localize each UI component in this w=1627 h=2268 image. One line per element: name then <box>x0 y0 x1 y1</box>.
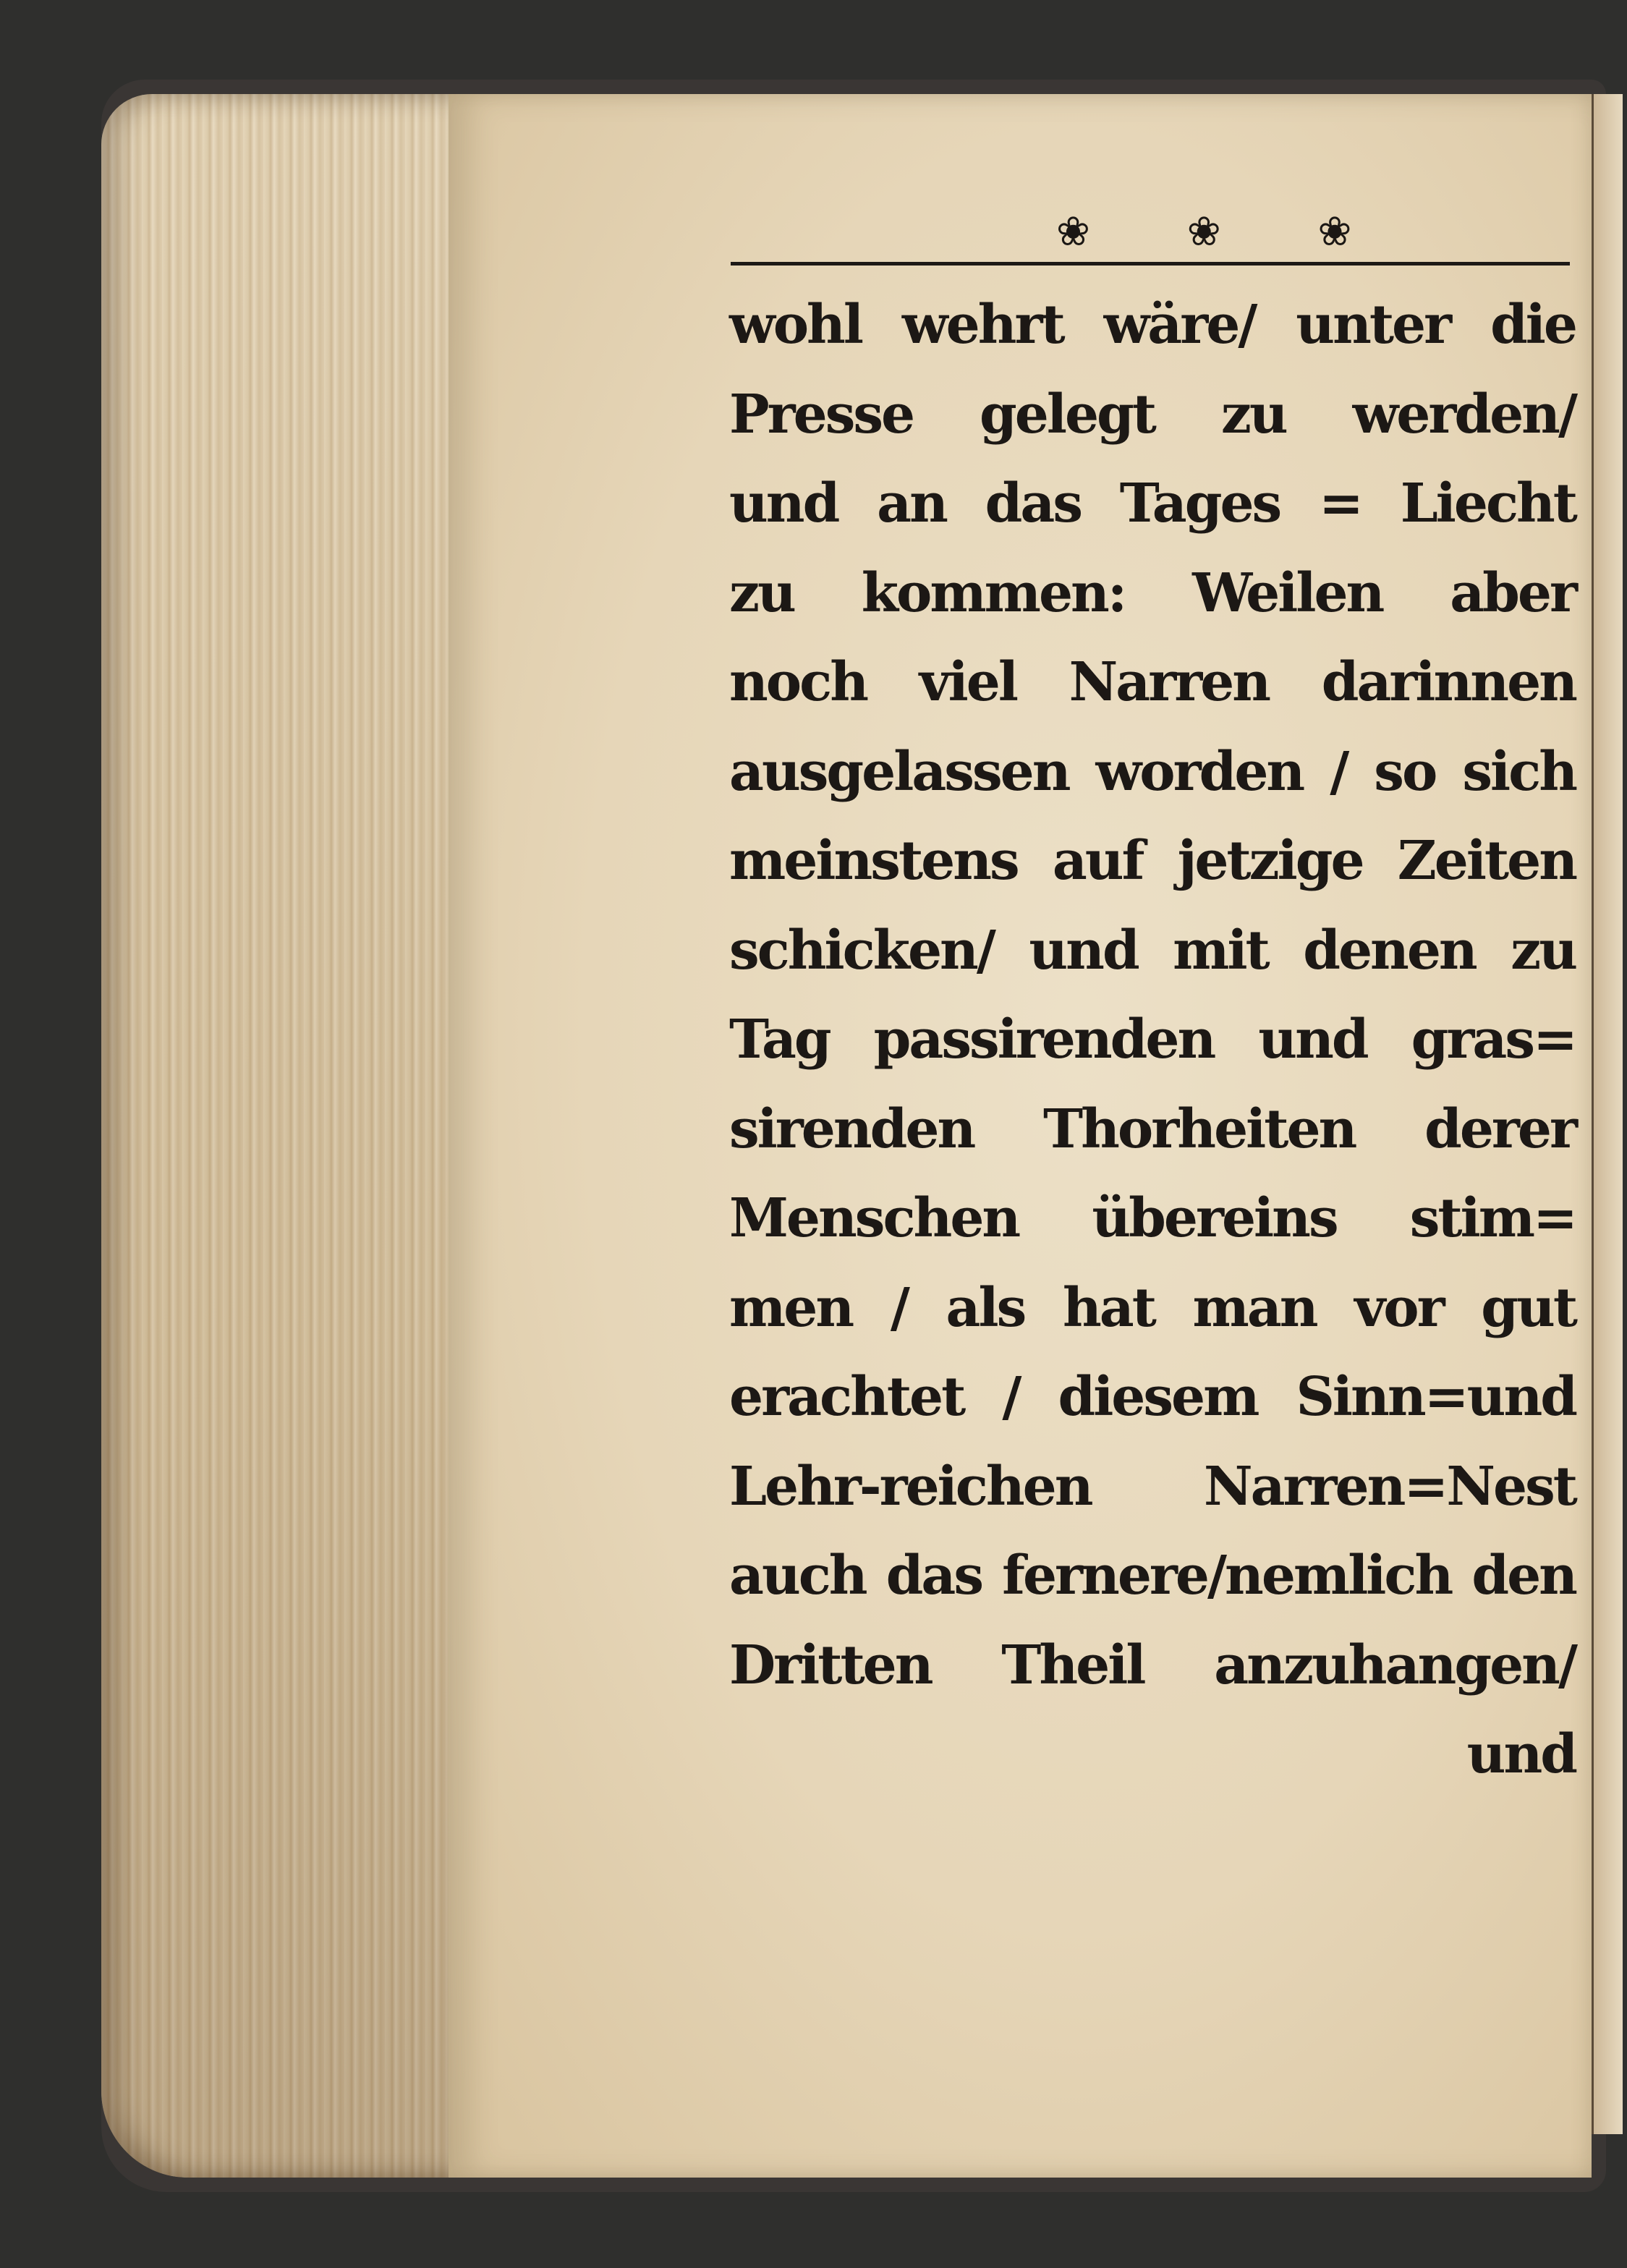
text-line: Presse gelegt zu werden/ <box>729 383 1576 446</box>
text-line: wohl wehrt wäre/ unter die <box>729 294 1576 356</box>
text-line: Lehr-reichen Narren=Nest <box>729 1455 1576 1518</box>
page-edges <box>101 94 477 2178</box>
text-line: Menschen übereins stim= <box>729 1187 1576 1249</box>
text-line: noch viel Narren darinnen <box>729 651 1576 713</box>
header-ornament: ❀ ❀ ❀ <box>1056 208 1394 255</box>
body-text <box>729 281 1576 1800</box>
text-line: und an das Tages = Liecht <box>729 472 1576 535</box>
text-line: ausgelassen worden / so sich <box>729 740 1576 803</box>
text-line: sirenden Thorheiten derer <box>729 1097 1576 1160</box>
text-line: erachtet / diesem Sinn=und <box>729 1366 1576 1428</box>
text-line: meinstens auf jetzige Zeiten <box>729 830 1576 892</box>
text-line: auch das fernere/nemlich den <box>729 1545 1576 1607</box>
catchword: und <box>1466 1723 1576 1785</box>
text-line: zu kommen: Weilen aber <box>729 561 1576 624</box>
text-line: Tag passirenden und gras= <box>729 1008 1576 1071</box>
text-line: men / als hat man vor gut <box>729 1276 1576 1339</box>
text-line: schicken/ und mit denen zu <box>729 919 1576 982</box>
facing-page-edge <box>1592 94 1623 2134</box>
text-line: Dritten Theil anzuhangen/ <box>729 1634 1576 1696</box>
header-rule <box>731 262 1570 266</box>
